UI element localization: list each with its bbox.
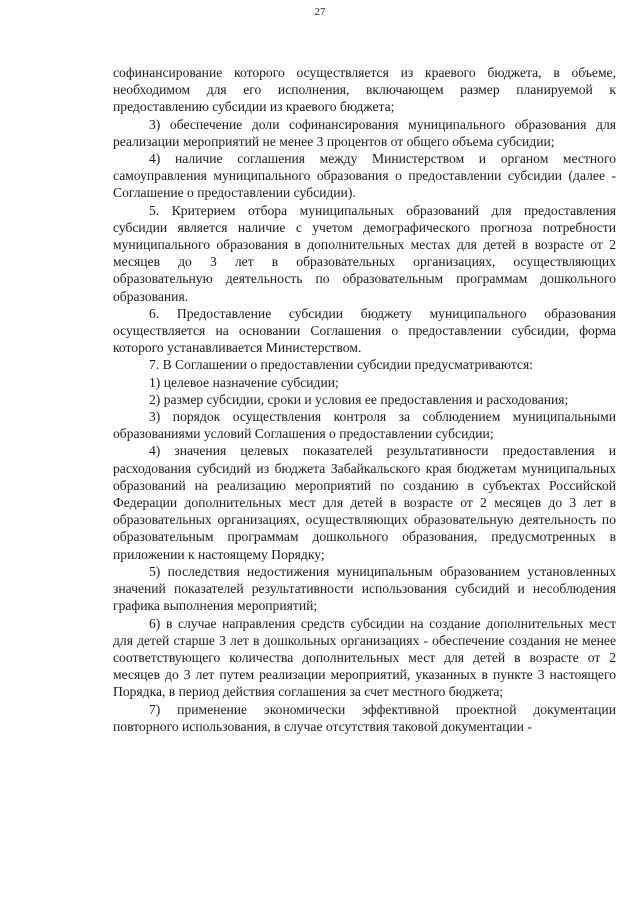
paragraph: 7. В Соглашении о предоставлении субсидии предусматриваются:	[149, 357, 533, 373]
paragraph: 7) применение экономически эффективной проектной документации повторного использования, в случае отсутствия таковой документации -	[113, 701, 616, 734]
paragraph: 3) порядок осуществления контроля за соблюдением муниципальными образованиями условий Соглашения о предоставлении субсидии;	[113, 409, 616, 442]
paragraph: 2) размер субсидии, сроки и условия ее предоставления и расходования;	[149, 391, 569, 407]
paragraph: софинансирование которого осуществляется из краевого бюджета, в объеме, необходимом для его исполнения, включающем размер планируемой к предоставлению субсидии из краевого бюджета;	[113, 65, 616, 115]
paragraph: 4) наличие соглашения между Министерством и органом местного самоуправления муниципального образования о предоставлении субсидии (далее - Соглашение о предоставлении субсидии).	[113, 151, 616, 201]
paragraph: 1) целевое назначение субсидии;	[149, 374, 339, 390]
paragraph: 5) последствия недостижения муниципальным образованием установленных значений показателей результативности использования субсидий и несоблюдения графика выполнения мероприятий;	[113, 563, 616, 614]
paragraph: 3) обеспечение доли софинансирования муниципального образования для реализации мероприятий не менее 3 процентов от общего объема субсидии;	[113, 116, 616, 149]
paragraph: 4) значения целевых показателей результативности предоставления и расходования субсидий из бюджета Забайкальского края бюджетам муниципальных образований на реализацию мероприятий по созданию в субъектах Российской Федерации дополнительных мест для детей в возрасте от 2 месяцев до 3 лет в образовательных организациях, осуществляющих образовательную деятельность по образовательным программам дошкольного образования, предусмотренных в приложении к настоящему Порядку;	[113, 443, 616, 562]
document-body	[113, 64, 616, 735]
paragraph: 6. Предоставление субсидии бюджету муниципального образования осуществляется на основании Соглашения о предоставлении субсидии, форма которого устанавливается Министерством.	[113, 305, 616, 356]
page-number: 27	[314, 6, 326, 18]
paragraph: 6) в случае направления средств субсидии на создание дополнительных мест для детей старше 3 лет в дошкольных организациях - обеспечение создания не менее соответствующего количества дополнительных мест для детей в возрасте от 2 месяцев до 3 лет путем реализации мероприятий, указанных в пункте 3 настоящего Порядка, в период действия соглашения за счет местного бюджета;	[113, 615, 616, 700]
paragraph: 5. Критерием отбора муниципальных образований для предоставления субсидии является наличие с учетом демографического прогноза потребности муниципального образования в дополнительных местах для детей в возрасте от 2 месяцев до 3 лет в образовательных организациях, осуществляющих образовательную деятельность по образовательным программам дошкольного образования.	[113, 202, 616, 304]
